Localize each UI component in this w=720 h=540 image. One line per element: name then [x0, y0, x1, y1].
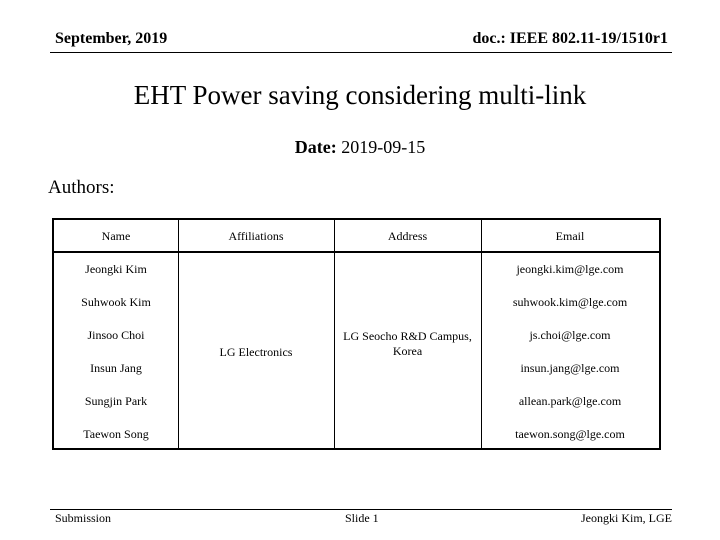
- author-name: Taewon Song: [83, 427, 149, 441]
- col-header-email: Email: [555, 229, 585, 243]
- header-date: September, 2019: [55, 30, 168, 47]
- slide-title: EHT Power saving considering multi-link: [133, 80, 587, 110]
- col-header-address: Address: [387, 229, 428, 243]
- footer-slide-number: Slide 1: [345, 511, 379, 525]
- author-email: insun.jang@lge.com: [520, 361, 620, 375]
- footer-divider: [50, 509, 672, 510]
- authors-label: Authors:: [48, 177, 115, 198]
- date-line: [0, 137, 720, 158]
- column-divider: [334, 220, 335, 448]
- address-cell: LG Seocho R&D Campus, Korea: [343, 329, 472, 358]
- author-name: Sungjin Park: [84, 394, 148, 408]
- author-email: suhwook.kim@lge.com: [512, 295, 628, 309]
- column-divider: [178, 220, 179, 448]
- affiliation-cell: LG Electronics: [219, 345, 293, 359]
- authors-table: [52, 218, 661, 450]
- author-name: Suhwook Kim: [81, 295, 151, 309]
- author-email: allean.park@lge.com: [518, 394, 622, 408]
- col-header-affiliation: Affiliations: [228, 229, 284, 243]
- author-email: js.choi@lge.com: [529, 328, 611, 342]
- date-value: 2019-09-15: [341, 137, 426, 157]
- date-label: Date:: [294, 137, 337, 157]
- header-doc-id: doc.: IEEE 802.11-19/1510r1: [472, 30, 668, 47]
- header-divider: [50, 52, 672, 53]
- author-name: Jeongki Kim: [85, 262, 147, 276]
- col-header-name: Name: [101, 229, 131, 243]
- author-name: Insun Jang: [90, 361, 142, 375]
- footer-author: Jeongki Kim, LGE: [581, 511, 672, 525]
- footer-submission: Submission: [55, 511, 112, 525]
- header-row-divider: [54, 251, 659, 253]
- author-email: taewon.song@lge.com: [515, 427, 625, 441]
- author-name: Jinsoo Choi: [87, 328, 145, 342]
- author-email: jeongki.kim@lge.com: [516, 262, 624, 276]
